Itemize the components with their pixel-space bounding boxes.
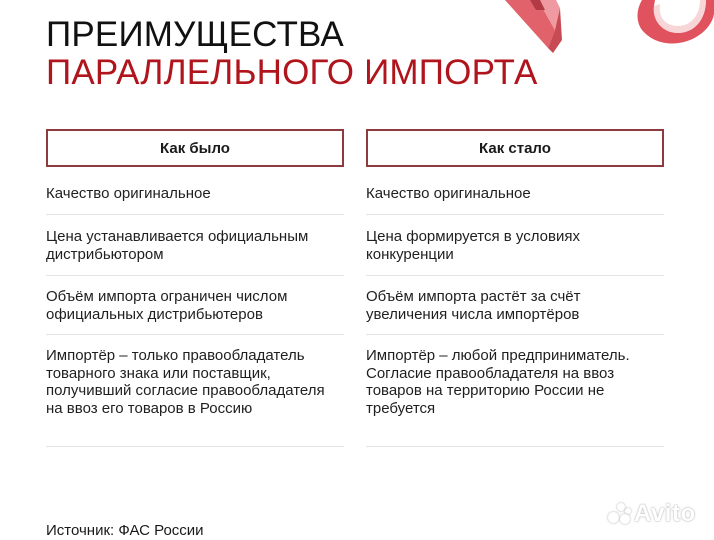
column-before [46, 129, 344, 417]
table-row: Объём импорта растёт за счёт увеличения числа импортёров [366, 288, 581, 323]
row-divider [366, 275, 664, 276]
column-after [366, 129, 664, 417]
source-caption: Источник: ФАС России [46, 522, 204, 539]
table-row: Импортёр – только правообладатель товарного знака или поставщик, получивший согласие правообладателя на ввоз его товаров в Россию [46, 347, 325, 417]
page-title [46, 16, 538, 92]
table-row: Цена устанавливается официальным дистрибьютором [46, 228, 309, 263]
row-divider [46, 446, 344, 447]
column-header-after: Как стало [366, 129, 664, 167]
avito-wordmark: Avito [634, 500, 696, 527]
title-line-2: ПАРАЛЛЕЛЬНОГО ИМПОРТА [46, 53, 538, 92]
row-divider [46, 214, 344, 215]
row-divider [46, 275, 344, 276]
table-row: Качество оригинальное [366, 185, 531, 202]
row-divider [366, 214, 664, 215]
row-divider [366, 334, 664, 335]
table-row: Цена формируется в условиях конкуренции [366, 228, 580, 263]
avito-watermark [608, 500, 696, 528]
table-row: Качество оригинальное [46, 185, 211, 202]
table-row: Объём импорта ограничен числом официальных дистрибьютеров [46, 288, 288, 323]
red-ring-shape [638, 0, 714, 44]
table-row: Импортёр – любой предприниматель. Согласие правообладателя на ввоз товаров на территорию России не требуется [366, 347, 630, 417]
avito-dots-icon [608, 503, 632, 525]
column-header-before: Как было [46, 129, 344, 167]
row-divider [366, 446, 664, 447]
row-divider [46, 334, 344, 335]
title-line-1: ПРЕИМУЩЕСТВА [46, 15, 344, 54]
